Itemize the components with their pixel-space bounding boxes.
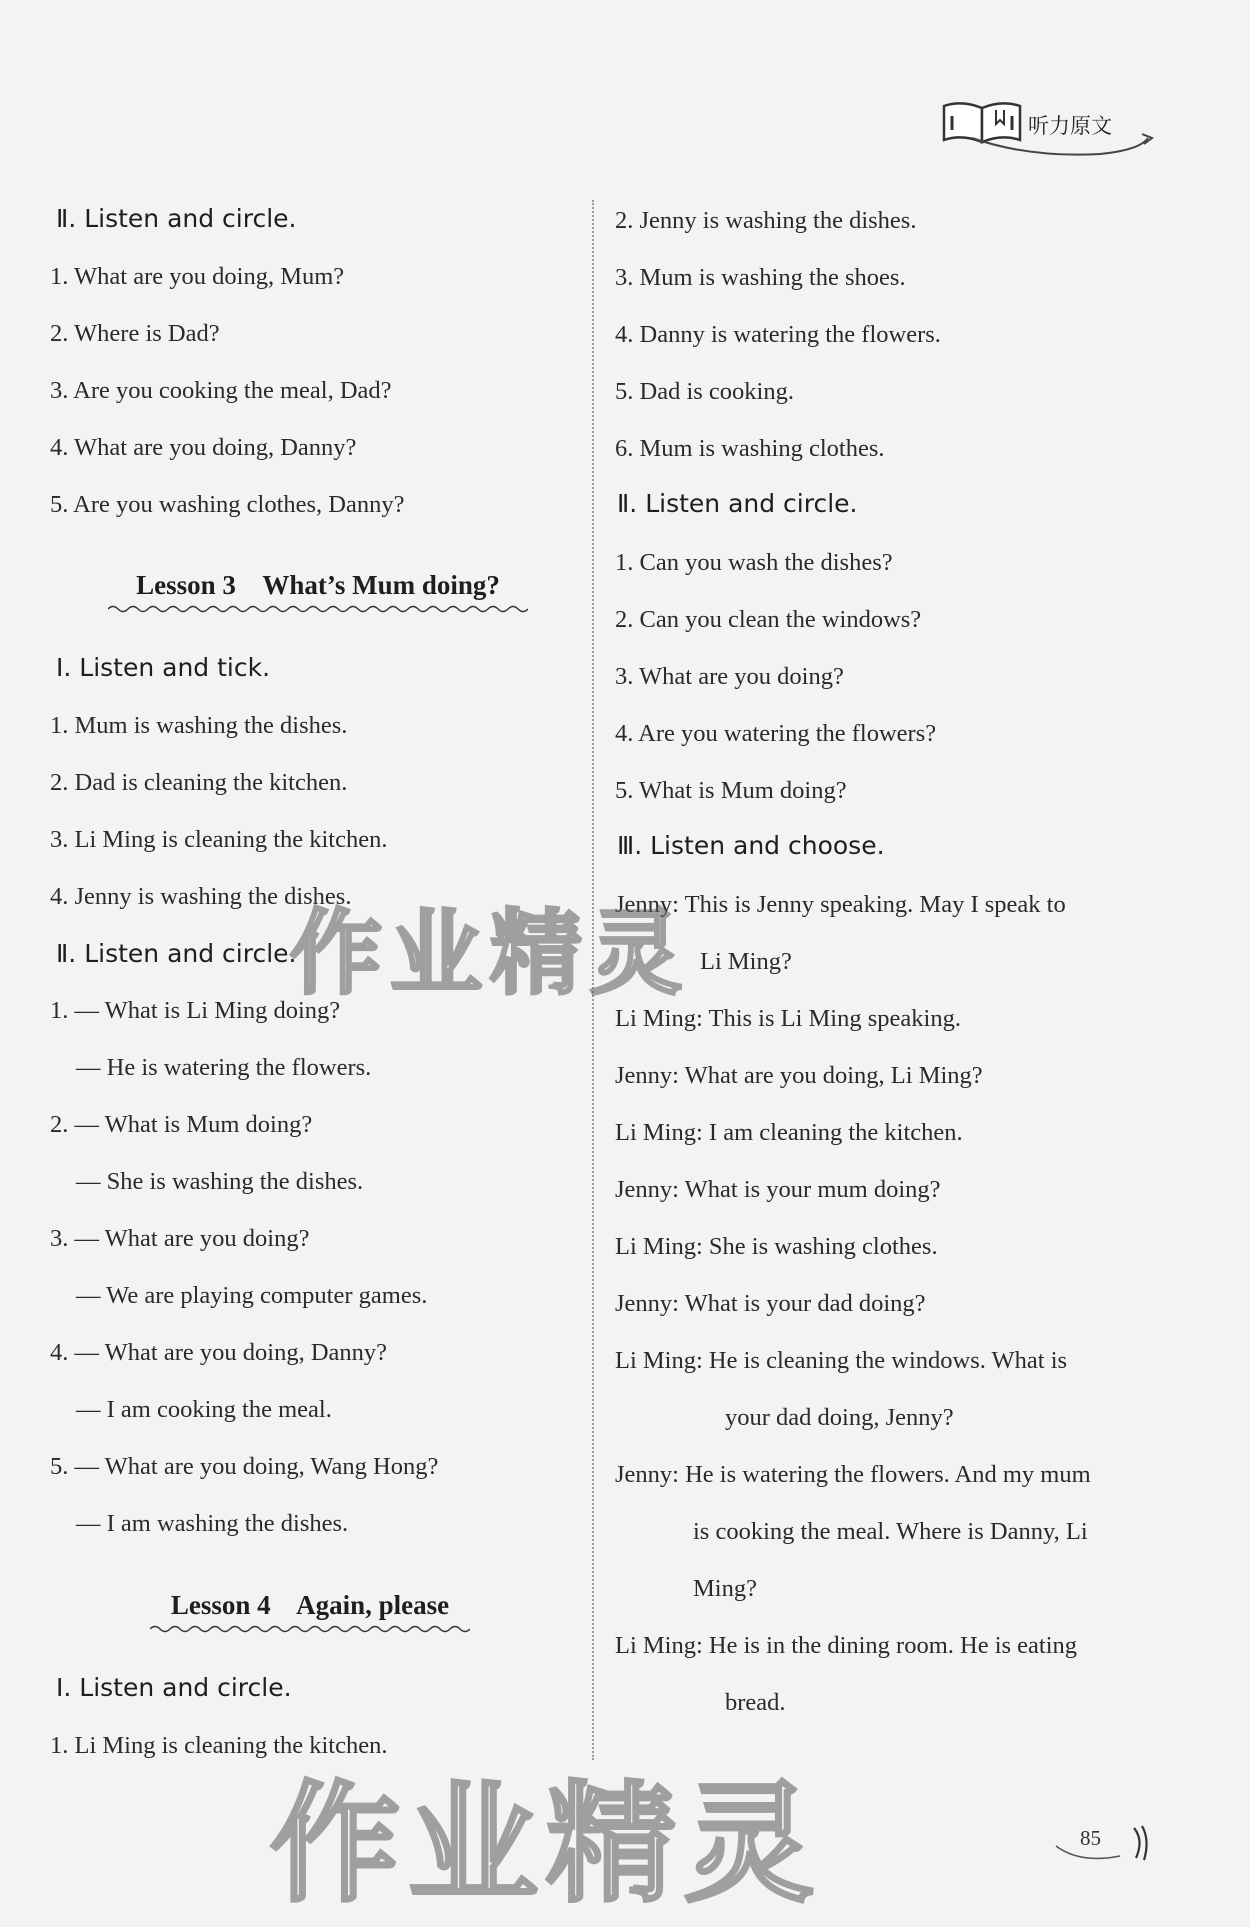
section-heading: Ⅱ. Listen and circle.	[617, 489, 858, 518]
list-item: 4. Are you watering the flowers?	[615, 720, 937, 747]
dialogue-line: Li Ming: I am cleaning the kitchen.	[615, 1119, 963, 1146]
list-item: 1. Mum is washing the dishes.	[50, 712, 348, 739]
lesson-title-text: Lesson 4 Again, please	[170, 1590, 450, 1620]
list-item: — He is watering the flowers.	[76, 1054, 372, 1081]
section-heading: Ⅰ. Listen and circle.	[56, 1673, 292, 1702]
column-divider	[592, 200, 594, 1760]
lesson-title	[108, 570, 528, 614]
list-item: 1. What are you doing, Mum?	[50, 263, 345, 290]
list-item: 3. — What are you doing?	[50, 1225, 310, 1252]
list-item: 1. Can you wash the dishes?	[615, 549, 893, 576]
list-item: 4. What are you doing, Danny?	[50, 434, 357, 461]
dialogue-line: bread.	[725, 1689, 786, 1716]
dialogue-line: Jenny: He is watering the flowers. And my mum	[615, 1461, 1091, 1488]
dialogue-line: Li Ming: This is Li Ming speaking.	[615, 1005, 961, 1032]
list-item: 5. Dad is cooking.	[615, 378, 794, 405]
list-item: 3. Li Ming is cleaning the kitchen.	[50, 826, 388, 853]
dialogue-line: Li Ming?	[700, 948, 792, 975]
list-item: 5. — What are you doing, Wang Hong?	[50, 1453, 439, 1480]
header-swoosh	[970, 132, 1170, 160]
list-item: 3. Mum is washing the shoes.	[615, 264, 906, 291]
list-item: 5. What is Mum doing?	[615, 777, 847, 804]
list-item: 1. Li Ming is cleaning the kitchen.	[50, 1732, 388, 1759]
list-item: 2. Can you clean the windows?	[615, 606, 922, 633]
wavy-underline	[108, 604, 528, 614]
list-item: 1. — What is Li Ming doing?	[50, 997, 341, 1024]
list-item: 6. Mum is washing clothes.	[615, 435, 885, 462]
list-item: — She is washing the dishes.	[76, 1168, 364, 1195]
section-heading: Ⅲ. Listen and choose.	[617, 831, 885, 860]
list-item: 2. — What is Mum doing?	[50, 1111, 313, 1138]
wavy-underline	[150, 1624, 470, 1634]
lesson-title-text: Lesson 3 What’s Mum doing?	[136, 570, 500, 600]
list-item: 3. What are you doing?	[615, 663, 844, 690]
list-item: 4. Jenny is washing the dishes.	[50, 883, 352, 910]
dialogue-line: is cooking the meal. Where is Danny, Li	[693, 1518, 1088, 1545]
dialogue-line: Li Ming: He is cleaning the windows. What is	[615, 1347, 1068, 1374]
section-header-title: 听力原文	[1028, 114, 1112, 138]
list-item: — We are playing computer games.	[76, 1282, 428, 1309]
list-item: 3. Are you cooking the meal, Dad?	[50, 377, 392, 404]
list-item: 4. Danny is watering the flowers.	[615, 321, 941, 348]
list-item: 5. Are you washing clothes, Danny?	[50, 491, 405, 518]
dialogue-line: Jenny: What is your mum doing?	[615, 1176, 941, 1203]
list-item: 2. Jenny is washing the dishes.	[615, 207, 917, 234]
dialogue-line: Li Ming: He is in the dining room. He is eating	[615, 1632, 1078, 1659]
page-number-badge	[1050, 1818, 1150, 1868]
dialogue-line: Jenny: What are you doing, Li Ming?	[615, 1062, 983, 1089]
list-item: 4. — What are you doing, Danny?	[50, 1339, 388, 1366]
section-header-tag	[940, 92, 1160, 154]
watermark-overlay: 作业精灵	[290, 900, 691, 1007]
page-number: 85	[1080, 1826, 1101, 1850]
list-item: — I am washing the dishes.	[76, 1510, 349, 1537]
dialogue-line: your dad doing, Jenny?	[725, 1404, 954, 1431]
dialogue-line: Li Ming: She is washing clothes.	[615, 1233, 938, 1260]
dialogue-line: Ming?	[693, 1575, 757, 1602]
list-item: 2. Dad is cleaning the kitchen.	[50, 769, 348, 796]
list-item: — I am cooking the meal.	[76, 1396, 332, 1423]
section-heading: Ⅰ. Listen and tick.	[56, 653, 271, 682]
watermark-overlay: 作业精灵	[270, 1768, 823, 1920]
list-item: 2. Where is Dad?	[50, 320, 220, 347]
lesson-title	[150, 1590, 470, 1634]
dialogue-line: Jenny: What is your dad doing?	[615, 1290, 926, 1317]
section-heading: Ⅱ. Listen and circle.	[56, 204, 297, 233]
dialogue-line: Jenny: This is Jenny speaking. May I speak to	[615, 891, 1066, 918]
section-heading: Ⅱ. Listen and circle.	[56, 939, 297, 968]
